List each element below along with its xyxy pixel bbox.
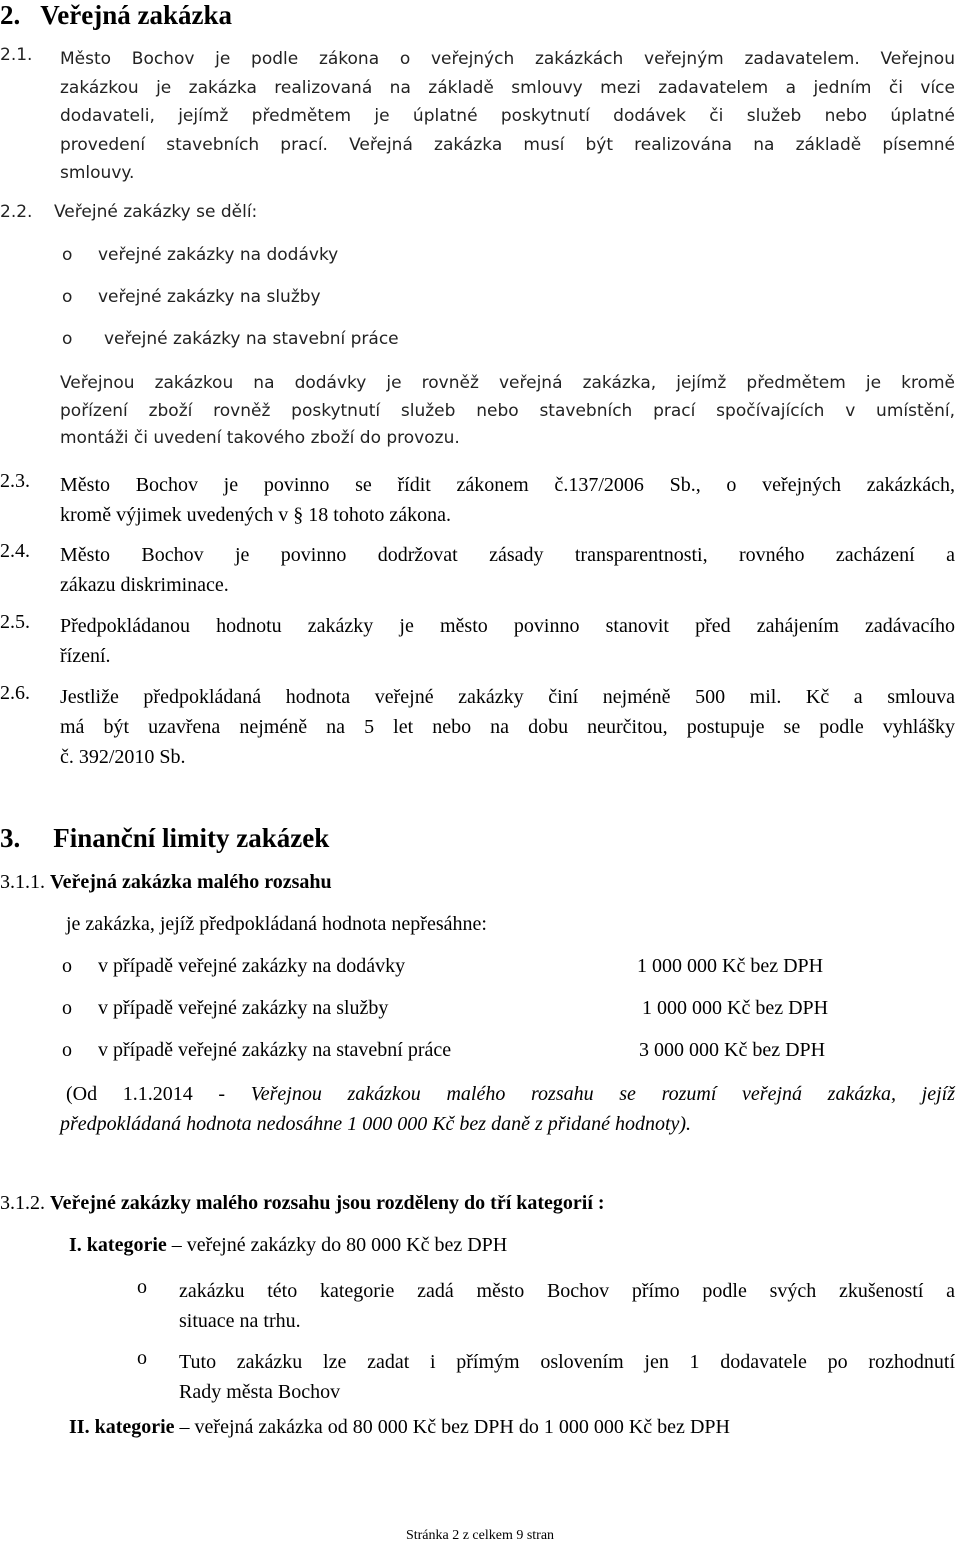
page-footer: Stránka 2 z celkem 9 stran bbox=[405, 1528, 555, 1543]
category-2-text: – veřejná zakázka od 80 000 Kč bez DPH do 1 000 000 Kč bez DPH bbox=[174, 1416, 730, 1438]
item-line: situace na trhu. bbox=[179, 1310, 301, 1332]
list-item: veřejné zakázky na služby bbox=[98, 287, 321, 307]
section-3-number: 3. bbox=[0, 823, 21, 853]
note-line-1 bbox=[60, 1079, 955, 1109]
small-scope-note bbox=[60, 1079, 955, 1139]
category-2-label: II. kategorie bbox=[69, 1416, 175, 1438]
bullet-marker: o bbox=[137, 1347, 147, 1369]
para-line: Město Bochov je podle zákona o veřejných zakázkách veřejným zadavatelem. Veřejnou bbox=[60, 49, 955, 69]
para-line: dodavateli, jejímž předmětem je úplatné poskytnutí dodávek či služeb nebo úplatné bbox=[60, 106, 955, 127]
para-line: č. 392/2010 Sb. bbox=[60, 746, 186, 768]
para-line: Předpokládanou hodnotu zakázky je město povinno stanovit před zahájením zadávacího bbox=[60, 615, 955, 637]
para-2-6 bbox=[60, 682, 955, 772]
limit-label: v případě veřejné zakázky na stavební práce bbox=[98, 1039, 452, 1061]
bullet-marker: o bbox=[137, 1276, 147, 1298]
limit-value: 1 000 000 Kč bez DPH bbox=[642, 997, 829, 1019]
list-item: veřejné zakázky na stavební práce bbox=[104, 329, 399, 349]
category-2 bbox=[69, 1416, 730, 1439]
para-line: Město Bochov je povinno dodržovat zásady transparentnosti, rovného zacházení a bbox=[60, 544, 955, 566]
section-3-heading bbox=[0, 823, 329, 854]
subsection-3-1-2-heading bbox=[0, 1192, 605, 1215]
para-line: Jestliže předpokládaná hodnota veřejné zakázky činí nejméně 500 mil. Kč a smlouva bbox=[60, 686, 955, 708]
bullet-marker: o bbox=[62, 245, 73, 265]
category-1-label: I. kategorie bbox=[69, 1234, 167, 1256]
item-line: Rady města Bochov bbox=[179, 1381, 341, 1403]
para-line: smlouvy. bbox=[60, 163, 135, 184]
item-line: zakázku této kategorie zadá město Bochov přímo podle svých zkušeností a bbox=[179, 1280, 955, 1302]
para-2-3-number: 2.3. bbox=[0, 470, 30, 492]
para-2-1 bbox=[60, 45, 955, 188]
para-line: řízení. bbox=[60, 645, 111, 667]
bullet-marker: o bbox=[62, 287, 73, 307]
subsection-3-1-2-number: 3.1.2. bbox=[0, 1192, 45, 1214]
bullet-marker: o bbox=[62, 329, 73, 349]
subsection-3-1-2-title: Veřejné zakázky malého rozsahu jsou rozděleny do tří kategorií : bbox=[50, 1192, 605, 1214]
subsection-3-1-1-intro: je zakázka, jejíž předpokládaná hodnota nepřesáhne: bbox=[66, 913, 487, 935]
para-line: Město Bochov je povinno se řídit zákonem č.137/2006 Sb., o veřejných zakázkách, bbox=[60, 474, 955, 496]
limit-label: v případě veřejné zakázky na dodávky bbox=[98, 955, 406, 977]
para-2-6-number: 2.6. bbox=[0, 682, 30, 704]
category-1-item bbox=[179, 1276, 955, 1336]
limit-label: v případě veřejné zakázky na služby bbox=[98, 997, 389, 1019]
para-2-5-number: 2.5. bbox=[0, 611, 30, 633]
para-2-2-note bbox=[60, 370, 955, 453]
para-line: kromě výjimek uvedených v § 18 tohoto zákona. bbox=[60, 504, 452, 526]
para-2-3 bbox=[60, 470, 955, 530]
para-2-4 bbox=[60, 540, 955, 600]
para-2-1-number: 2.1. bbox=[0, 45, 33, 65]
subsection-3-1-1-number: 3.1.1. bbox=[0, 871, 45, 893]
category-1 bbox=[69, 1234, 507, 1257]
para-line: zákazu diskriminace. bbox=[60, 574, 229, 596]
category-1-item bbox=[179, 1347, 955, 1407]
item-line: Tuto zakázku lze zadat i přímým oslovením jen 1 dodavatele po rozhodnutí bbox=[179, 1351, 955, 1373]
note-line-2 bbox=[60, 1109, 955, 1139]
para-2-5 bbox=[60, 611, 955, 671]
section-2-title: Veřejná zakázka bbox=[40, 0, 232, 30]
bullet-marker: o bbox=[62, 955, 72, 977]
para-line: zakázkou je zakázka realizovaná na základě smlouvy mezi zadavatelem a jedním či více bbox=[60, 77, 955, 98]
para-2-4-number: 2.4. bbox=[0, 540, 30, 562]
bullet-marker: o bbox=[62, 997, 72, 1019]
section-2-number: 2. bbox=[0, 0, 21, 30]
subsection-3-1-1-heading bbox=[0, 871, 332, 894]
para-line: má být uzavřena nejméně na 5 let nebo na dobu neurčitou, postupuje se podle vyhlášky bbox=[60, 716, 955, 738]
para-2-2-number: 2.2. bbox=[0, 202, 33, 222]
para-line: Veřejnou zakázkou na dodávky je rovněž veřejná zakázka, jejímž předmětem je kromě bbox=[60, 373, 955, 393]
section-3-title: Finanční limity zakázek bbox=[53, 823, 330, 853]
para-line: montáži či uvedení takového zboží do provozu. bbox=[60, 428, 460, 448]
subsection-3-1-1-title: Veřejná zakázka malého rozsahu bbox=[50, 871, 332, 893]
list-item: veřejné zakázky na dodávky bbox=[98, 245, 339, 265]
para-line: provedení stavebních prací. Veřejná zakázka musí být realizována na základě písemné bbox=[60, 134, 955, 155]
limit-value: 1 000 000 Kč bez DPH bbox=[637, 955, 824, 977]
bullet-marker: o bbox=[62, 1039, 72, 1061]
note-prefix: (Od 1.1.2014 - bbox=[66, 1083, 251, 1105]
limit-value: 3 000 000 Kč bez DPH bbox=[639, 1039, 826, 1061]
para-line: pořízení zboží rovněž poskytnutí služeb nebo stavebních prací spočívajících v umístění, bbox=[60, 400, 955, 421]
para-2-2-intro: Veřejné zakázky se dělí: bbox=[54, 202, 258, 222]
note-italic: předpokládaná hodnota nedosáhne 1 000 000 Kč bez daně z přidané hodnoty). bbox=[60, 1113, 692, 1135]
section-2-heading bbox=[0, 0, 232, 31]
note-italic: Veřejnou zakázkou malého rozsahu se rozumí veřejná zakázka, jejíž bbox=[250, 1083, 955, 1105]
category-1-text: – veřejné zakázky do 80 000 Kč bez DPH bbox=[166, 1234, 508, 1256]
